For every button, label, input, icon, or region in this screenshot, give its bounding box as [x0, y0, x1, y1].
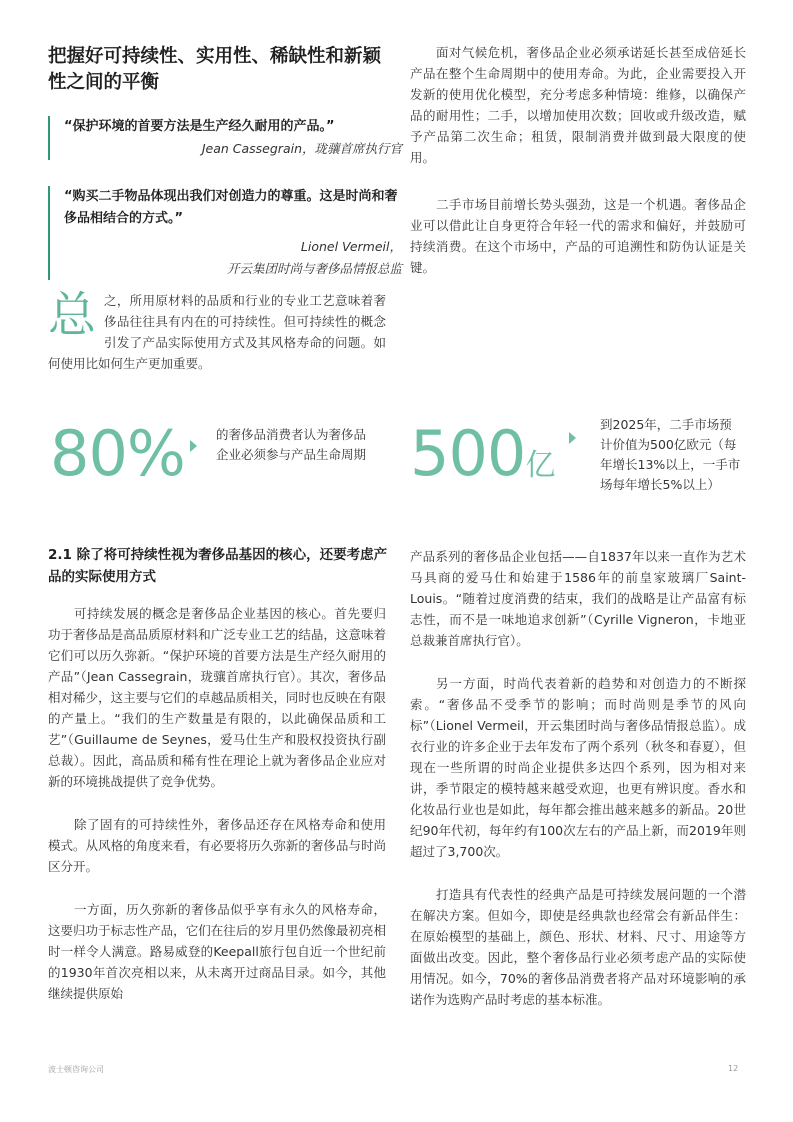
right-intro	[410, 42, 746, 278]
left-body	[48, 603, 386, 1004]
quote-block-2	[48, 186, 402, 280]
section-heading: 把握好可持续性、实用性、稀缺性和新颖性之间的平衡	[48, 46, 382, 93]
body-paragraph: 除了固有的可持续性外，奢侈品还存在风格寿命和使用模式。从风格的角度来看，有必要将历久弥新的奢侈品与时尚区分开。	[48, 817, 386, 874]
summary-text: 之，所用原材料的品质和行业的专业工艺意味着奢侈品往往具有内在的可持续性。但可持续性的概念引发了产品实际使用方式及其风格寿命的问题。如何使用比如何生产更加重要。	[48, 293, 386, 371]
quote-block-1	[48, 116, 402, 160]
stat-arrow-icon	[190, 440, 197, 452]
quote-text: “购买二手物品体现出我们对创造力的尊重。这是时尚和奢侈品相结合的方式。”	[64, 189, 398, 226]
summary-paragraph	[48, 287, 386, 374]
stat-text-market: 到2025年，二手市场预计价值为500亿欧元（每年增长13%以上，一手市场每年增长5%以上）	[600, 417, 741, 492]
drop-cap: 总	[48, 287, 97, 343]
body-paragraph: 可持续发展的概念是奢侈品企业基因的核心。首先要归功于奢侈品是高品质原材料和广泛专业工艺的结晶，这意味着它们可以历久弥新。“保护环境的首要方法是生产经久耐用的产品”（Jean Cassegrain，珑骧首席执行官）。其次，奢侈品相对稀少，这主要与它们的卓越品质相关，同时也反映在有限的产量上。“我们的生产数量是有限的，以此确保品质和工艺”（Guillaume de Seynes，爱马仕生产和股权投资执行副总裁）。因此，高品质和稀有性在理论上就为奢侈品企业应对新的环境挑战提供了竞争优势。	[48, 606, 386, 789]
quote-text: “保护环境的首要方法是生产经久耐用的产品。”	[64, 119, 335, 134]
intro-paragraph: 面对气候危机，奢侈品企业必须承诺延长甚至成倍延长产品在整个生命周期中的使用寿命。为此，企业需要投入开发新的使用优化模型，充分考虑多种情境：维修，以确保产品的耐用性；二手，以增加使用次数；回收或升级改造，赋予产品第二次生命；租赁，限制消费并做到最大限度的使用。	[410, 45, 746, 165]
stat-value-market: 500亿	[410, 417, 556, 490]
body-paragraph: 产品系列的奢侈品企业包括——自1837年以来一直作为艺术马具商的爱马仕和始建于1586年的前皇家玻璃厂Saint-Louis。“随着过度消费的结束，我们的战略是让产品富有标志性，而不是一味地追求创新”（Cyrille Vigneron，卡地亚总裁兼首席执行官）。	[410, 549, 746, 648]
stat-arrow-icon	[569, 432, 576, 444]
subsection-heading: 2.1 除了将可持续性视为奢侈品基因的核心，还要考虑产品的实际使用方式	[48, 547, 388, 585]
page-number: 12	[728, 1064, 739, 1073]
quote-author-title: 开云集团时尚与奢侈品情报总监	[226, 261, 402, 276]
body-paragraph: 另一方面，时尚代表着新的趋势和对创造力的不断探索。“奢侈品不受季节的影响；而时尚则是季节的风向标”（Lionel Vermeil，开云集团时尚与奢侈品情报总监）。成衣行业的许多企业于去年发布了两个系列（秋冬和春夏），但现在一些所谓的时尚企业提供多达四个系列，因为相对来讲，季节限定的模特越来越受欢迎，也更有辨识度。香水和化妆品行业也是如此，每年都会推出越来越多的新品。20世纪90年代初，每年约有100次左右的产品上新，而2019年则超过了3,700次。	[410, 676, 746, 859]
body-paragraph: 一方面，历久弥新的奢侈品似乎享有永久的风格寿命，这要归功于标志性产品，它们在往后的岁月里仍然像最初亮相时一样令人满意。路易威登的Keepall旅行包自近一个世纪前的1930年首次亮相以来，从未离开过商品目录。如今，其他继续提供原始	[48, 902, 386, 1001]
stat-text-consumers: 的奢侈品消费者认为奢侈品企业必须参与产品生命周期	[216, 427, 367, 462]
stat-value-consumers: 80%	[50, 417, 185, 490]
footer-org: 波士顿咨询公司	[48, 1065, 104, 1074]
quote-author-name: Lionel Vermeil，	[300, 239, 402, 254]
intro-paragraph: 二手市场目前增长势头强劲，这是一个机遇。奢侈品企业可以借此让自身更符合年轻一代的需求和偏好，并鼓励可持续消费。在这个市场中，产品的可追溯性和防伪认证是关键。	[410, 197, 746, 275]
body-paragraph: 打造具有代表性的经典产品是可持续发展问题的一个潜在解决方案。但如今，即使是经典款也经常会有新品伴生：在原始模型的基础上，颜色、形状、材料、尺寸、用途等方面做出改变。因此，整个奢侈品行业必须考虑产品的实际使用情况。如今，70%的奢侈品消费者将产品对环境影响的承诺作为选购产品时考虑的基本标准。	[410, 887, 746, 1007]
quote-author: Jean Cassegrain，珑骧首席执行官	[201, 141, 402, 156]
right-body	[410, 546, 746, 1010]
